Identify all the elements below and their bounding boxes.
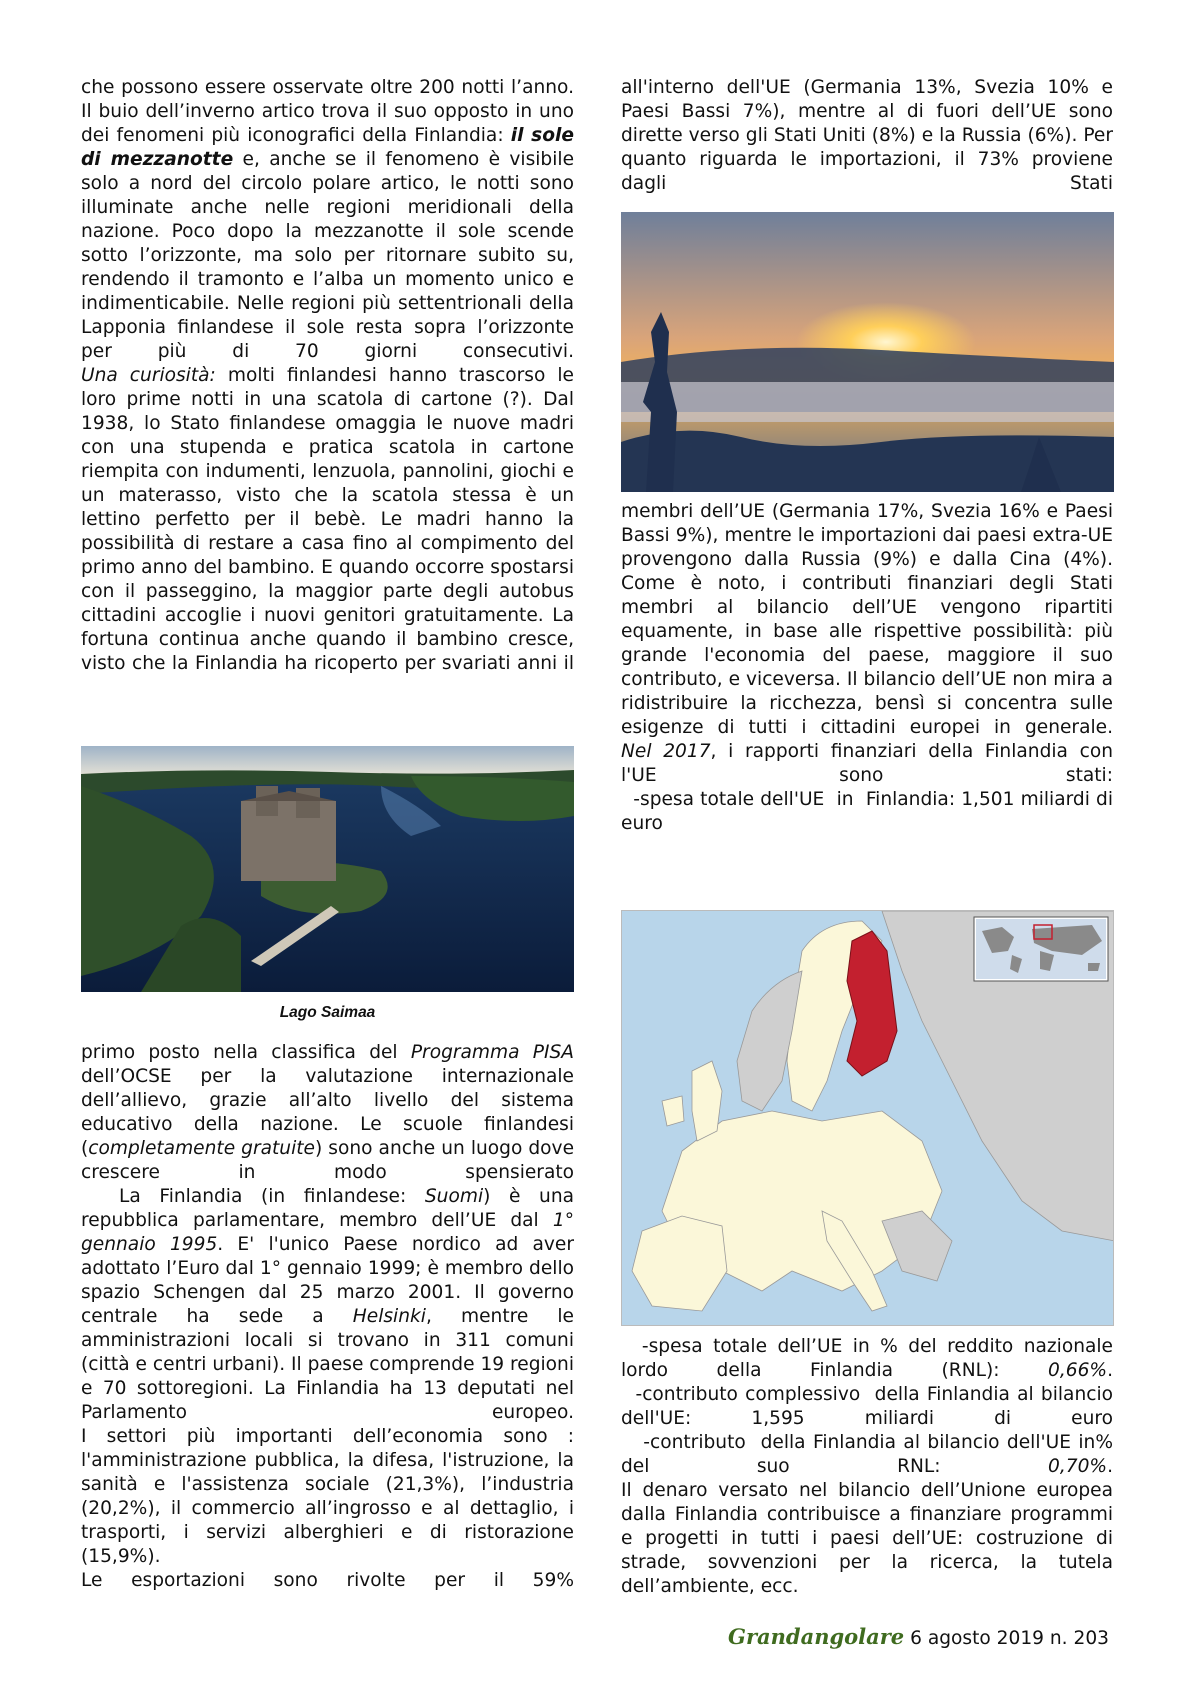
paragraph-pisa: primo posto nella classifica del Programma PISA dell’OCSE per la valutazione internazionale dell’allievo, grazie all’alto livello del sistema educativo della nazione. Le scuole finlandesi (completamente gratuite) sono anche un luogo dove crescere in modo spensierato — [81, 1042, 575, 1183]
paragraph-exports: Le esportazioni sono rivolte per il 59% — [81, 1570, 574, 1591]
midnight-sun-photo — [621, 212, 1114, 492]
right-column — [621, 76, 1113, 196]
left-column-lower — [81, 1041, 574, 1593]
issue-info: 6 agosto 2019 n. 203 — [904, 1628, 1109, 1649]
left-column — [81, 76, 574, 676]
paragraph-midnight-sun: che possono essere osservate oltre 200 notti l’anno. Il buio dell’inverno artico trova il suo opposto in uno dei fenomeni più iconografici della Finlandia: il sole di mezzanotte e, anche se il fenomeno è visibile solo a nord del circolo polare artico, le notti sono illuminate anche nelle regioni meridionali della nazione. Poco dopo la mezzanotte il sole scende sotto l’orizzonte, ma solo per ritornare subito su, rendendo il tramonto e l’alba un momento unico e indimenticabile. Nelle regioni più settentrionali della Lapponia finlandese il sole resta sopra l’orizzonte per più di 70 giorni consecutivi. — [81, 77, 575, 362]
paragraph-exports-continued: all'interno dell'UE (Germania 13%, Svezia 10% e Paesi Bassi 7%), mentre al di fuori dell’UE sono dirette verso gli Stati Uniti (8%) e la Russia (6%). Per quanto riguarda le importazioni, il 73% proviene dagli Stati — [621, 77, 1113, 194]
paragraph-finland-contribution-percent: -contributo della Finlandia al bilancio dell'UE in% del suo RNL: 0,70%. — [621, 1432, 1119, 1477]
paragraph-curiosity: Una curiosità: molti finlandesi hanno trascorso le loro prime notti in una scatola di cartone (?). Dal 1938, lo Stato finlandese omaggia le nuove madri con una stupenda e pratica scatola in cartone riempita con indumenti, lenzuola, pannolini, giochi e un materasso, visto che la scatola stessa è un lettino perfetto per il bebè. Le madri hanno la possibilità di restare a casa fino al compimento del primo anno del bambino. E quando occorre spostarsi con il passeggino, la maggior parte degli autobus cittadini accoglie i nuovi genitori gratuitamente. La fortuna continua anche quando il bambino cresce, visto che la Finlandia ha ricoperto per svariati anni il — [81, 365, 574, 674]
photo-caption: Lago Saimaa — [279, 1004, 376, 1021]
paragraph-eu-spending: -spesa totale dell'UE in Finlandia: 1,501 miliardi di euro — [621, 789, 1119, 834]
right-column-middle — [621, 500, 1119, 836]
brand-name: Grandangolare — [728, 1624, 905, 1649]
paragraph-contributions: Come è noto, i contributi finanziari degli Stati membri al bilancio dell’UE vengono ripartiti equamente, in base alle rispettive possibilità: più grande l'economia del paese, maggiore il suo contributo, e viceversa. Il bilancio dell’UE non mira a ridistribuire la ricchezza, bensì si concentra sulle esigenze di tutti i cittadini europei in generale. — [621, 573, 1113, 738]
paragraph-republic: La Finlandia (in finlandese: Suomi) è una repubblica parlamentare, membro dell’UE dal 1° gennaio 1995. E' l'unico Paese nordico ad aver adottato l’Euro dal 1° gennaio 1999; è membro dello spazio Schengen dal 25 marzo 2001. Il governo centrale ha sede a Helsinki, mentre le amministrazioni locali si trovano in 311 comuni (città e centri urbani). Il paese comprende 19 regioni e 70 sottoregioni. La Finlandia ha 13 deputati nel Parlamento europeo. — [81, 1186, 574, 1423]
right-column-lower — [621, 1335, 1119, 1599]
lake-saimaa-photo — [81, 746, 574, 992]
paragraph-economy: I settori più importanti dell’economia sono : l'amministrazione pubblica, la difesa, l'istruzione, la sanità e l'assistenza sociale (21,3%), l’industria (20,2%), il commercio all’ingrosso e al dettaglio, i trasporti, i servizi alberghieri e di ristorazione (15,9%). — [81, 1426, 574, 1567]
page-footer — [728, 1624, 1109, 1649]
paragraph-money-use: Il denaro versato nel bilancio dell’Unione europea dalla Finlandia contribuisce a finanziare programmi e progetti in tutti i paesi dell’UE: costruzione di strade, sovvenzioni per la ricerca, la tutela dell’ambiente, ecc. — [621, 1480, 1113, 1597]
paragraph-2017: Nel 2017, i rapporti finanziari della Finlandia con l'UE sono stati: — [621, 741, 1113, 786]
paragraph-imports: membri dell’UE (Germania 17%, Svezia 16% e Paesi Bassi 9%), mentre le importazioni dai paesi extra-UE provengono dalla Russia (9%) e dalla Cina (4%). — [621, 501, 1113, 570]
paragraph-eu-spending-percent: -spesa totale dell’UE in % del reddito nazionale lordo della Finlandia (RNL): 0,66%. — [621, 1336, 1119, 1381]
europe-map — [621, 910, 1114, 1326]
paragraph-finland-contribution: -contributo complessivo della Finlandia al bilancio dell'UE: 1,595 miliardi di euro — [621, 1384, 1119, 1429]
